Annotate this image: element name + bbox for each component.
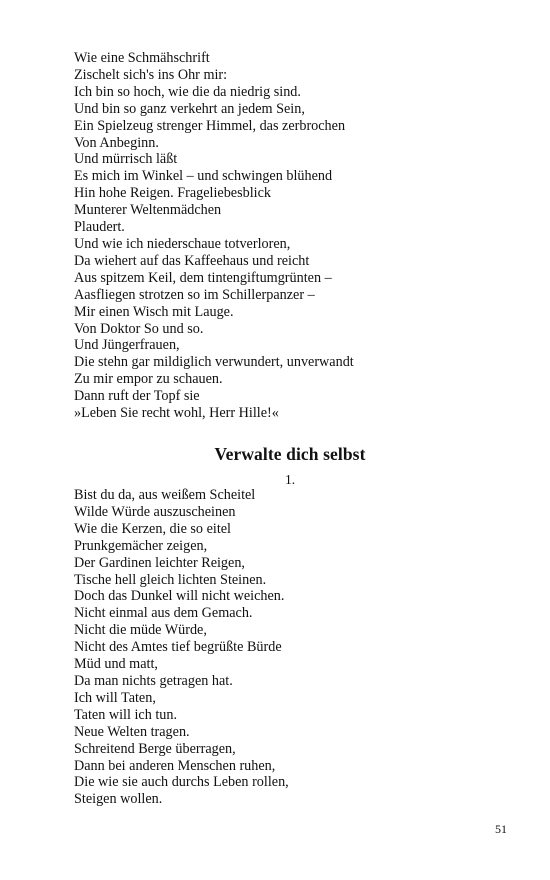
- poem-line: Von Doktor So und so.: [74, 320, 204, 337]
- poem-line: Die wie sie auch durchs Leben rollen,: [74, 774, 289, 791]
- poem-verwalte-dich-selbst: [74, 487, 514, 808]
- poem-line: Plaudert.: [74, 219, 125, 236]
- poem-line: Nicht des Amtes tief begrüßte Bürde: [74, 639, 282, 656]
- poem-line: Taten will ich tun.: [74, 706, 178, 723]
- poem-line: Prunkgemächer zeigen,: [74, 537, 208, 554]
- poem-line: Und bin so ganz verkehrt an jedem Sein,: [74, 100, 305, 117]
- poem-line: Müd und matt,: [74, 656, 158, 673]
- poem-line: Aus spitzem Keil, dem tintengiftumgrünten –: [74, 269, 332, 286]
- poem-line: Neue Welten tragen.: [74, 723, 190, 740]
- poem-line: Nicht einmal aus dem Gemach.: [74, 605, 253, 622]
- poem-line: Aasfliegen strotzen so im Schillerpanzer –: [74, 286, 315, 303]
- poem-line: Munterer Weltenmädchen: [74, 202, 222, 219]
- poem-continuation: [74, 50, 514, 422]
- poem-line: Es mich im Winkel – und schwingen blühend: [74, 168, 333, 185]
- poem-line: Die stehn gar mildiglich verwundert, unverwandt: [74, 354, 354, 371]
- poem-line: Steigen wollen.: [74, 791, 163, 808]
- poem-line: Da man nichts getragen hat.: [74, 672, 233, 689]
- poem-line: Schreitend Berge überragen,: [74, 740, 236, 757]
- poem-line: Da wiehert auf das Kaffeehaus und reicht: [74, 252, 310, 269]
- poem-line: Tische hell gleich lichten Steinen.: [74, 571, 267, 588]
- section-number: 1.: [284, 472, 296, 487]
- poem-line: Ich bin so hoch, wie die da niedrig sind.: [74, 83, 301, 100]
- poem-line: Zischelt sich's ins Ohr mir:: [74, 66, 228, 83]
- poem-line: Von Anbeginn.: [74, 134, 159, 151]
- page-number: 51: [495, 822, 507, 836]
- poem-line: Ein Spielzeug strenger Himmel, das zerbrochen: [74, 117, 346, 134]
- poem-title: Verwalte dich selbst: [214, 444, 366, 464]
- poem-line: Wie eine Schmähschrift: [74, 50, 210, 66]
- poem-line: Ich will Taten,: [74, 689, 156, 706]
- poem-line: Hin hohe Reigen. Frageliebesblick: [74, 185, 271, 202]
- poem-line: Nicht die müde Würde,: [74, 622, 207, 639]
- poem-line: Der Gardinen leichter Reigen,: [74, 554, 245, 571]
- poem-line: Und Jüngerfrauen,: [74, 337, 180, 354]
- poem-line: »Leben Sie recht wohl, Herr Hille!«: [74, 405, 279, 422]
- poem-line: Zu mir empor zu schauen.: [74, 371, 223, 388]
- poem-line: Doch das Dunkel will nicht weichen.: [74, 588, 285, 605]
- poem-line: Dann bei anderen Menschen ruhen,: [74, 757, 276, 774]
- poem-line: Dann ruft der Topf sie: [74, 388, 200, 405]
- poem-line: Mir einen Wisch mit Lauge.: [74, 303, 234, 320]
- poem-line: Wilde Würde auszuscheinen: [74, 503, 236, 520]
- poem-line: Bist du da, aus weißem Scheitel: [74, 487, 256, 503]
- poem-line: Und wie ich niederschaue totverloren,: [74, 235, 291, 252]
- poem-line: Und mürrisch läßt: [74, 151, 178, 168]
- poem-line: Wie die Kerzen, die so eitel: [74, 520, 231, 537]
